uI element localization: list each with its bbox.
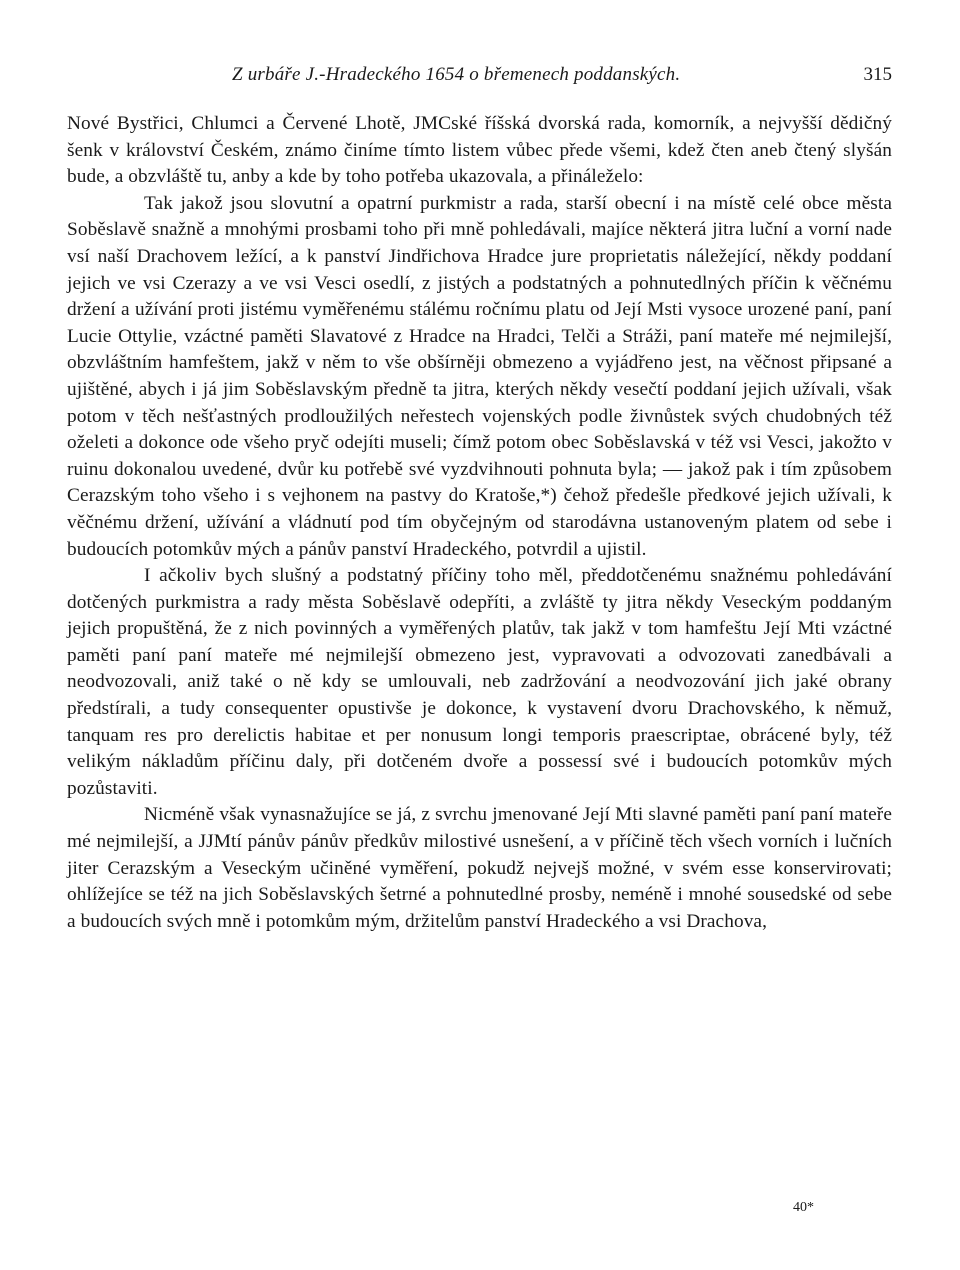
paragraph: Tak jakož jsou slovutní a opatrní purkmistr a rada, starší obecní i na místě celé obce města Soběslavě snažně a mnohými prosbami toho při mně pohledávali, majíce některá jitra luční a vorní nade vsí naší Drachovem ležící, a k panství Jindřichova Hradce jure proprietatis náležející, někdy poddaní jejich ve vsi Czerazy a ve vsi Vesci osedlí, z jistých a podstatných a pohnutedlných příčin k věčnému držení a užívání proti jistému vyměřenému stálému ročnímu platu od Její Msti vysoce urozené paní, paní Lucie Ottylie, vzáctné paměti Slavatové z Hradce na Hradci, Telči a Stráži, paní mateře mé nejmilejší, obzvláštním hamfeštem, jakž v něm to vše obšírněji obmezeno a vyjádřeno jest, na věčnost připsané a ujištěné, abych i já jim Soběslavským předně ta jitra, kterých někdy vesečtí poddaní jejich užívali, však potom v těch nešťastných prodloužilých neřestech vojenských podle živnůstek svých chudobných též oželeti a dokonce ode všeho pryč odejíti museli; čímž potom obec Soběslavská v též vsi Vesci, jakožto v ruinu dokonalou uvedené, dvůr ku potřebě své vyzdvihnouti pohnuta byla; — jakož pak i tím způsobem Cerazským toho všeho i s vejhonem na pastvy do Kratoše,*) čehož předešle předkové jejich užívali, k věčnému držení, užívání a vládnutí pod tím obyčejným od starodávna ustanoveným platem od sebe i budoucích potomkův mých a pánův panství Hradeckého, potvrdil a ujistil. xyxy=(67,192,892,560)
document-page xyxy=(67,60,892,935)
paragraph: Nicméně však vynasnažujíce se já, z svrchu jmenované Její Mti slavné paměti paní paní mateře mé nejmilejší, a JJMtí pánův pánův předkův milostivé usnešení, a v příčině těch všech vorních i lučních jiter Cerazským a Veseckým učiněné vyměření, pokudž nejvejš možné, v svém esse konservirovati; ohlížejíce se též na jich Soběslavských šetrné a pohnutedlné prosby, neméně i mnohé sousedské od sebe a budoucích svých mně i potomkům mým, držitelům panství Hradeckého a vsi Drachova, xyxy=(67,804,892,932)
signature-mark: 40* xyxy=(793,1200,814,1215)
page-number: 315 xyxy=(863,64,892,85)
paragraph: I ačkoliv bych slušný a podstatný příčiny toho měl, předdotčenému snažnému pohledávání dotčených purkmistra a rady města Soběslavě odepříti, a zvláště ty jitra někdy Veseckým poddaným jejich propuštěná, že z nich povinných a vyměřených platův, tak jakž v tom hamfeštu Její Mti vzáctné paměti paní paní mateře mé nejmilejší obmezeno jest, vypravovati a odvozovati zanedbávali a neodvozovali, aniž také o ně kdy se umlouvali, neb zadržování a neodvozování jich jaké obrany předstírali, a tudy consequenter opustivše je dokonce, k vystavení dvoru Drachovského, k němuž, tanquam res pro derelictis habitae et per nonusum longi temporis praescriptae, obrácené byly, též velikým nákladům příčinu daly, při dotčeném dvoře a possessí své i budoucích potomkův mých pozůstaviti. xyxy=(67,565,892,799)
running-header xyxy=(67,60,892,96)
paragraph: Nové Bystřici, Chlumci a Červené Lhotě, JMCské říšská dvorská rada, komorník, a nejvyšší dědičný šenk v království Českém, známo činíme tímto listem vůbec přede všemi, kdež čten aneb čtený slyšán bude, a obzvláště tu, anby a kde by toho potřeba ukazovala, a přináleželo: xyxy=(67,113,892,188)
running-title: Z urbáře J.-Hradeckého 1654 o břemenech poddanských. xyxy=(232,64,681,85)
